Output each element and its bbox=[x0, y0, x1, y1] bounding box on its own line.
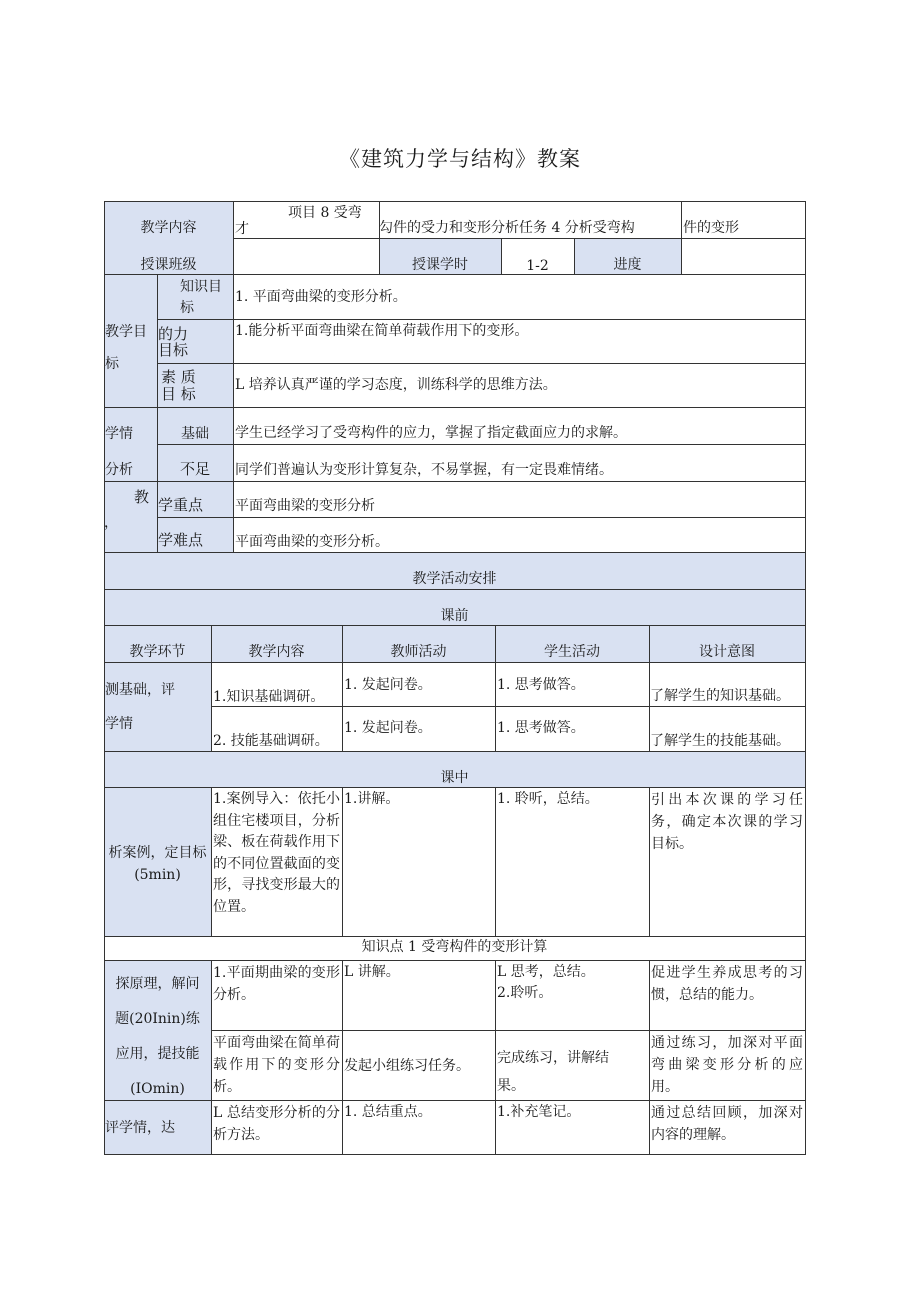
column-header-teacher: 教师活动 bbox=[390, 644, 447, 660]
column-header-intent: 设计意图 bbox=[699, 644, 755, 660]
hours-label: 授课学时 bbox=[412, 257, 468, 273]
quality-label-2: 目 标 bbox=[161, 385, 196, 403]
pre-row-2-teacher: 1. 发起问卷。 bbox=[344, 720, 432, 736]
principle-student-1: L 思考，总结。 bbox=[497, 964, 595, 980]
principle-teacher: L 讲解。 bbox=[344, 964, 400, 980]
practice-teacher: 发起小组练习任务。 bbox=[344, 1058, 470, 1074]
content-fragment-2: 才 bbox=[235, 221, 249, 237]
objectives-group-label: 教学目 bbox=[105, 324, 147, 340]
ability-label-2: 目标 bbox=[158, 341, 189, 359]
gap-text: 同学们普遍认为变形计算复杂，不易掌握，有一定畏难情绪。 bbox=[235, 462, 613, 478]
ability-label: 的力 bbox=[158, 325, 189, 343]
pre-class-header: 课前 bbox=[440, 608, 469, 624]
pre-stage-label: 测基础，评 bbox=[105, 682, 175, 698]
case-teacher: 1.讲解。 bbox=[344, 791, 400, 807]
review-intent: 通过总结回顾，加深对内容的理解。 bbox=[651, 1105, 803, 1143]
content-fragment-3: 勾件的受力和变形分析任务 4 分析受弯构 bbox=[379, 220, 635, 236]
pre-stage-label-2: 学情 bbox=[105, 716, 133, 732]
pre-row-2-content: 2. 技能基础调研。 bbox=[213, 733, 329, 749]
case-content: 1.案例导入：依托小组住宅楼项目，分析梁、板在荷载作用下的不同位置截面的变形，寻找变形最大的位置。 bbox=[213, 791, 340, 915]
quality-text: L 培养认真严谨的学习态度，训练科学的思维方法。 bbox=[235, 377, 557, 393]
quality-label: 素 质 bbox=[161, 368, 196, 386]
knowledge-label-2: 标 bbox=[180, 300, 194, 316]
progress-label: 进度 bbox=[613, 257, 642, 273]
difficulty-label: 学难点 bbox=[158, 531, 204, 549]
principle-stage-line-1: 探原理，解问 bbox=[115, 976, 200, 992]
class-label: 授课班级 bbox=[140, 257, 197, 273]
ability-text: 1.能分析平面弯曲梁在简单荷载作用下的变形。 bbox=[235, 323, 529, 339]
review-content: L 总结变形分析的分析方法。 bbox=[213, 1105, 340, 1143]
review-stage: 评学情，达 bbox=[105, 1120, 175, 1136]
pre-row-1-intent: 了解学生的知识基础。 bbox=[650, 688, 790, 704]
content-fragment-1: 项目 8 受弯 bbox=[288, 205, 362, 221]
case-stage: 析案例，定目标(5min) bbox=[108, 845, 207, 883]
case-intent: 引出本次课的学习任务，确定本次课的学习目标。 bbox=[651, 792, 803, 852]
basis-label: 基础 bbox=[181, 426, 209, 442]
practice-content: 平面弯曲梁在简单荷载作用下的变形分析。 bbox=[213, 1035, 340, 1095]
hours-value: 1-2 bbox=[526, 258, 549, 274]
pre-row-1-content: 1.知识基础调研。 bbox=[213, 689, 325, 705]
content-label: 教学内容 bbox=[140, 220, 197, 236]
page-title: 《建筑力学与结构》教案 bbox=[339, 147, 581, 171]
key-text: 平面弯曲梁的变形分析 bbox=[235, 498, 375, 514]
objectives-group-label-2: 标 bbox=[105, 356, 119, 372]
column-header-student: 学生活动 bbox=[544, 644, 600, 660]
column-header-content: 教学内容 bbox=[248, 644, 305, 660]
key-label: 学重点 bbox=[158, 496, 204, 514]
principle-stage-line-4: (IOmin) bbox=[130, 1081, 185, 1097]
principle-student-2: 2.聆听。 bbox=[497, 985, 553, 1001]
difficulty-text: 平面弯曲梁的变形分析。 bbox=[235, 534, 389, 550]
column-header-stage: 教学环节 bbox=[129, 644, 186, 660]
knowledge-point: 知识点 1 受弯构件的变形计算 bbox=[361, 939, 548, 955]
analysis-group-label-2: 分析 bbox=[105, 462, 133, 478]
review-teacher: 1. 总结重点。 bbox=[344, 1104, 432, 1120]
review-student: 1.补充笔记。 bbox=[497, 1104, 581, 1120]
in-class-header: 课中 bbox=[440, 770, 469, 786]
principle-stage-line-2: 题(20Inin)练 bbox=[115, 1011, 200, 1027]
practice-intent: 通过练习，加深对平面弯曲梁变形分析的应用。 bbox=[651, 1035, 803, 1095]
practice-student: 完成练习，讲解结果。 bbox=[497, 1050, 609, 1094]
focus-group-label-2: ， bbox=[104, 515, 118, 531]
principle-intent: 促进学生养成思考的习惯，总结的能力。 bbox=[651, 965, 803, 1003]
case-student: 1. 聆听，总结。 bbox=[497, 791, 599, 807]
activities-section-title: 教学活动安排 bbox=[412, 571, 497, 587]
basis-text: 学生已经学习了受弯构件的应力，掌握了指定截面应力的求解。 bbox=[235, 425, 627, 441]
content-fragment-4: 件的变形 bbox=[683, 220, 739, 236]
knowledge-text: 1. 平面弯曲梁的变形分析。 bbox=[235, 289, 407, 305]
pre-row-1-student: 1. 思考做答。 bbox=[497, 677, 585, 693]
focus-group-label: 教 bbox=[134, 488, 150, 506]
gap-label: 不足 bbox=[179, 460, 210, 478]
principle-stage-line-3: 应用，提技能 bbox=[115, 1046, 200, 1062]
pre-row-2-intent: 了解学生的技能基础。 bbox=[650, 733, 790, 749]
pre-row-2-student: 1. 思考做答。 bbox=[497, 720, 585, 736]
analysis-group-label: 学情 bbox=[105, 426, 133, 442]
pre-row-1-teacher: 1. 发起问卷。 bbox=[344, 677, 432, 693]
knowledge-label: 知识目 bbox=[180, 279, 222, 295]
principle-content: 1.平面期曲梁的变形分析。 bbox=[213, 965, 340, 1003]
